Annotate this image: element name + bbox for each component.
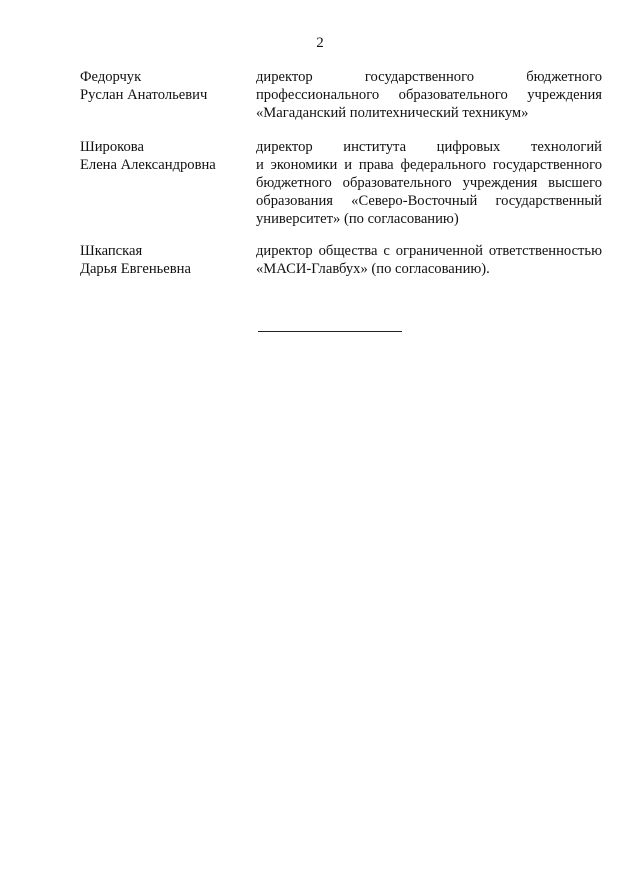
position-line: образования «Северо-Восточный государственный <box>256 193 602 209</box>
member-given-names: Елена Александровна <box>80 157 216 173</box>
position-line: директор общества с ограниченной ответственностью <box>256 243 602 259</box>
member-surname: Федорчук <box>80 69 142 85</box>
member-name <box>80 68 256 104</box>
position-line: университет» (по согласованию) <box>256 211 459 227</box>
position-line: «Магаданский политехнический техникум» <box>256 105 529 121</box>
member-entry-fedorchuk <box>80 68 602 122</box>
member-position <box>256 68 602 122</box>
member-name <box>80 242 256 278</box>
position-line: и экономики и права федерального государственного <box>256 157 602 173</box>
member-given-names: Дарья Евгеньевна <box>80 261 191 277</box>
member-surname: Широкова <box>80 139 144 155</box>
member-surname: Шкапская <box>80 243 143 259</box>
position-line: директор института цифровых технологий <box>256 139 602 155</box>
position-line: «МАСИ-Главбух» (по согласованию). <box>256 261 490 277</box>
member-position <box>256 138 602 228</box>
member-given-names: Руслан Анатольевич <box>80 87 208 103</box>
position-line: директор государственного бюджетного <box>256 69 602 85</box>
position-line: профессионального образовательного учреждения <box>256 87 602 103</box>
member-position <box>256 242 602 278</box>
end-divider <box>258 331 402 332</box>
position-line: бюджетного образовательного учреждения высшего <box>256 175 602 191</box>
member-name <box>80 138 256 174</box>
member-entry-shkapskaya <box>80 242 602 278</box>
page-number: 2 <box>316 35 324 51</box>
member-entry-shirokova <box>80 138 602 228</box>
